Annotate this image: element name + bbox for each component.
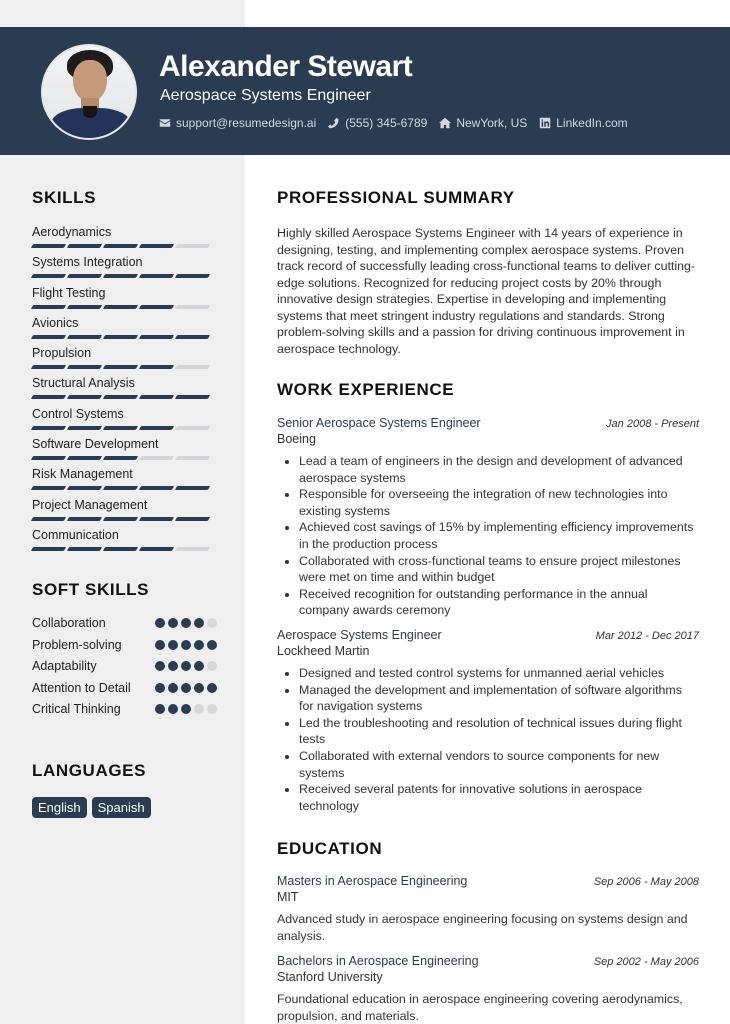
rating-dot	[181, 618, 191, 628]
job-bullets	[277, 665, 699, 814]
skill-level-segment	[103, 244, 138, 248]
languages-list	[32, 797, 151, 818]
contact-phone[interactable]	[328, 116, 427, 130]
skill-level-bar	[32, 244, 212, 248]
job-company: Boeing	[277, 432, 316, 446]
skill-level-segment	[175, 395, 210, 399]
rating-dot	[181, 683, 191, 693]
skill-level-segment	[67, 456, 102, 460]
school-name: Stanford University	[277, 970, 383, 984]
skill-level-segment	[31, 335, 66, 339]
education-entry	[277, 874, 699, 944]
contact-location	[439, 116, 527, 130]
skill-level-segment	[139, 365, 174, 369]
soft-skill-name: Attention to Detail	[32, 680, 131, 695]
skill-level-bar	[32, 547, 212, 551]
contact-linkedin[interactable]	[539, 116, 627, 130]
skill-level-segment	[175, 305, 210, 309]
skills-list	[32, 225, 212, 558]
education-date: Sep 2002 - May 2006	[593, 956, 699, 968]
soft-skill-item	[32, 681, 217, 697]
skill-level-segment	[175, 335, 210, 339]
job-company: Lockheed Martin	[277, 644, 370, 658]
skill-level-bar	[32, 335, 212, 339]
skill-level-segment	[103, 426, 138, 430]
skill-level-segment	[67, 395, 102, 399]
skill-level-segment	[175, 426, 210, 430]
candidate-name: Alexander Stewart	[159, 50, 413, 83]
home-icon	[439, 117, 451, 129]
skill-level-segment	[139, 547, 174, 551]
degree-title: Bachelors in Aerospace Engineering	[277, 954, 479, 968]
soft-skill-rating	[155, 638, 217, 650]
skill-level-segment	[175, 547, 210, 551]
job-bullet: • Achieved cost savings of 15% by implementing efficiency improvements in the production process	[299, 519, 699, 552]
job-bullets	[277, 453, 699, 619]
soft-skill-item	[32, 616, 217, 632]
soft-skill-rating	[155, 702, 217, 714]
education-entry	[277, 954, 699, 1024]
rating-dot	[181, 640, 191, 650]
education-date: Sep 2006 - May 2008	[593, 876, 699, 888]
skill-level-segment	[139, 395, 174, 399]
skill-level-segment	[31, 244, 66, 248]
job-title: Senior Aerospace Systems Engineer	[277, 416, 481, 430]
skill-level-segment	[67, 547, 102, 551]
skill-level-segment	[103, 547, 138, 551]
language-badge: Spanish	[92, 797, 151, 818]
skill-level-segment	[139, 244, 174, 248]
soft-skill-item	[32, 638, 217, 654]
skill-item	[32, 286, 212, 316]
job-bullet: • Designed and tested control systems for unmanned aerial vehicles	[299, 665, 699, 682]
skill-level-segment	[67, 517, 102, 521]
rating-dot	[168, 618, 178, 628]
job-bullet: • Collaborated with external vendors to source components for new systems	[299, 748, 699, 781]
skill-name: Communication	[32, 527, 119, 542]
rating-dot	[194, 640, 204, 650]
skill-item	[32, 467, 212, 497]
skill-level-segment	[67, 335, 102, 339]
skill-item	[32, 316, 212, 346]
skill-level-segment	[31, 426, 66, 430]
job-entry	[277, 416, 699, 619]
skill-level-segment	[103, 365, 138, 369]
contact-linkedin-text: LinkedIn.com	[556, 116, 628, 130]
soft-skill-item	[32, 702, 217, 718]
skill-level-segment	[67, 365, 102, 369]
rating-dot	[207, 661, 217, 671]
skill-name: Risk Management	[32, 467, 133, 482]
phone-icon	[328, 117, 340, 129]
education-description: Advanced study in aerospace engineering focusing on systems design and analysis.	[277, 912, 688, 943]
skill-level-segment	[103, 335, 138, 339]
skill-level-bar	[32, 395, 212, 399]
skill-level-segment	[31, 456, 66, 460]
skill-level-segment	[175, 456, 210, 460]
skill-item	[32, 225, 212, 255]
skill-level-segment	[175, 517, 210, 521]
skill-item	[32, 346, 212, 376]
avatar	[41, 44, 137, 140]
rating-dot	[155, 640, 165, 650]
avatar-face	[73, 60, 107, 102]
job-title: Aerospace Systems Engineer	[277, 628, 442, 642]
skill-level-segment	[103, 456, 138, 460]
contact-phone-text: (555) 345-6789	[345, 116, 428, 130]
soft-skill-rating	[155, 681, 217, 693]
rating-dot	[168, 683, 178, 693]
skill-level-segment	[67, 274, 102, 278]
skill-name: Flight Testing	[32, 285, 106, 300]
rating-dot	[181, 661, 191, 671]
skill-level-segment	[175, 365, 210, 369]
skill-level-segment	[31, 547, 66, 551]
skill-level-bar	[32, 305, 212, 309]
contact-email[interactable]	[159, 116, 316, 130]
rating-dot	[155, 683, 165, 693]
rating-dot	[194, 661, 204, 671]
job-date: Mar 2012 - Dec 2017	[595, 630, 699, 642]
candidate-title: Aerospace Systems Engineer	[160, 87, 371, 104]
job-bullet: • Managed the development and implementation of software algorithms for navigation systems	[299, 682, 699, 715]
skill-level-bar	[32, 426, 212, 430]
soft-skill-name: Critical Thinking	[32, 702, 121, 716]
skill-level-segment	[139, 456, 174, 460]
skill-level-segment	[175, 486, 210, 490]
skill-level-segment	[31, 517, 66, 521]
rating-dot	[168, 640, 178, 650]
rating-dot	[168, 704, 178, 714]
skill-level-segment	[139, 335, 174, 339]
skill-name: Propulsion	[32, 346, 92, 361]
skill-level-segment	[139, 486, 174, 490]
rating-dot	[168, 661, 178, 671]
soft-skills-list	[32, 616, 217, 724]
rating-dot	[155, 704, 165, 714]
skill-level-segment	[67, 244, 102, 248]
job-bullet: • Responsible for overseeing the integration of new technologies into existing systems	[299, 486, 699, 519]
summary-text: Highly skilled Aerospace Systems Engineer with 14 years of experience in designing, testing, and implementing complex aerospace systems. Proven track record of successfully leading cross-functional teams to deliver cutting-edge solutions. Recognized for reducing project costs by 20% through innovative design strategies. Expertise in developing and implementing systems that meet stringent industry regulations and standards. Strong problem-solving skills and a passion for driving continuous improvement in aerospace technology.	[277, 226, 696, 356]
rating-dot	[194, 704, 204, 714]
job-bullet: • Received recognition for outstanding performance in the annual company awards ceremony	[299, 586, 699, 619]
skill-item	[32, 437, 212, 467]
skill-level-segment	[103, 486, 138, 490]
experience-heading: WORK EXPERIENCE	[277, 380, 455, 399]
rating-dot	[207, 640, 217, 650]
skill-item	[32, 407, 212, 437]
rating-dot	[181, 704, 191, 714]
rating-dot	[155, 661, 165, 671]
linkedin-icon	[539, 117, 551, 129]
languages-heading: LANGUAGES	[32, 761, 147, 780]
skill-level-segment	[67, 426, 102, 430]
soft-skill-rating	[155, 659, 217, 671]
skill-level-segment	[67, 305, 102, 309]
degree-title: Masters in Aerospace Engineering	[277, 874, 468, 888]
education-description: Foundational education in aerospace engineering covering aerodynamics, propulsion, and materials.	[277, 992, 683, 1023]
skill-level-segment	[139, 274, 174, 278]
job-bullet: • Collaborated with cross-functional teams to ensure project milestones were met on time and within budget	[299, 553, 699, 586]
skill-item	[32, 498, 212, 528]
skill-level-segment	[31, 365, 66, 369]
skill-level-bar	[32, 486, 212, 490]
skill-name: Aerodynamics	[32, 225, 112, 239]
skill-level-segment	[31, 305, 66, 309]
contact-email-text: support@resumedesign.ai	[176, 116, 317, 130]
skill-name: Systems Integration	[32, 255, 143, 270]
envelope-icon	[159, 117, 171, 129]
skill-level-segment	[175, 244, 210, 248]
rating-dot	[207, 704, 217, 714]
skill-level-segment	[139, 426, 174, 430]
soft-skill-item	[32, 659, 217, 675]
avatar-collar	[83, 106, 97, 118]
rating-dot	[194, 618, 204, 628]
skill-level-segment	[67, 486, 102, 490]
skill-level-segment	[31, 395, 66, 399]
rating-dot	[207, 618, 217, 628]
soft-skill-name: Problem-solving	[32, 637, 122, 652]
skill-item	[32, 376, 212, 406]
soft-skills-heading: SOFT SKILLS	[32, 580, 150, 599]
rating-dot	[194, 683, 204, 693]
skill-level-segment	[175, 274, 210, 278]
soft-skill-rating	[155, 616, 217, 628]
skill-name: Control Systems	[32, 406, 124, 421]
skill-level-bar	[32, 274, 212, 278]
job-date: Jan 2008 - Present	[606, 418, 699, 430]
skill-name: Structural Analysis	[32, 376, 135, 391]
education-heading: EDUCATION	[277, 839, 383, 858]
skill-level-segment	[103, 274, 138, 278]
contact-info	[159, 116, 628, 130]
skill-level-segment	[103, 395, 138, 399]
summary-heading: PROFESSIONAL SUMMARY	[277, 188, 515, 207]
skill-level-segment	[103, 305, 138, 309]
skill-level-bar	[32, 456, 212, 460]
job-bullet: • Lead a team of engineers in the design and development of advanced aerospace systems	[299, 453, 699, 486]
soft-skill-name: Adaptability	[32, 659, 97, 673]
job-entry	[277, 628, 699, 814]
skill-name: Project Management	[32, 497, 148, 512]
skill-level-bar	[32, 517, 212, 521]
skill-level-segment	[139, 517, 174, 521]
contact-location-text: NewYork, US	[456, 116, 528, 130]
soft-skill-name: Collaboration	[32, 616, 106, 630]
language-badge: English	[32, 797, 87, 818]
skill-level-segment	[103, 517, 138, 521]
skill-item	[32, 528, 212, 558]
skill-level-segment	[31, 486, 66, 490]
rating-dot	[207, 683, 217, 693]
job-bullet: • Led the troubleshooting and resolution of technical issues during flight tests	[299, 715, 699, 748]
skill-item	[32, 255, 212, 285]
job-bullet: • Received several patents for innovative solutions in aerospace technology	[299, 781, 699, 814]
skills-heading: SKILLS	[32, 188, 97, 207]
rating-dot	[155, 618, 165, 628]
school-name: MIT	[277, 890, 299, 904]
skill-level-bar	[32, 365, 212, 369]
skill-name: Software Development	[32, 437, 159, 452]
skill-name: Avionics	[32, 315, 79, 330]
skill-level-segment	[139, 305, 174, 309]
skill-level-segment	[31, 274, 66, 278]
